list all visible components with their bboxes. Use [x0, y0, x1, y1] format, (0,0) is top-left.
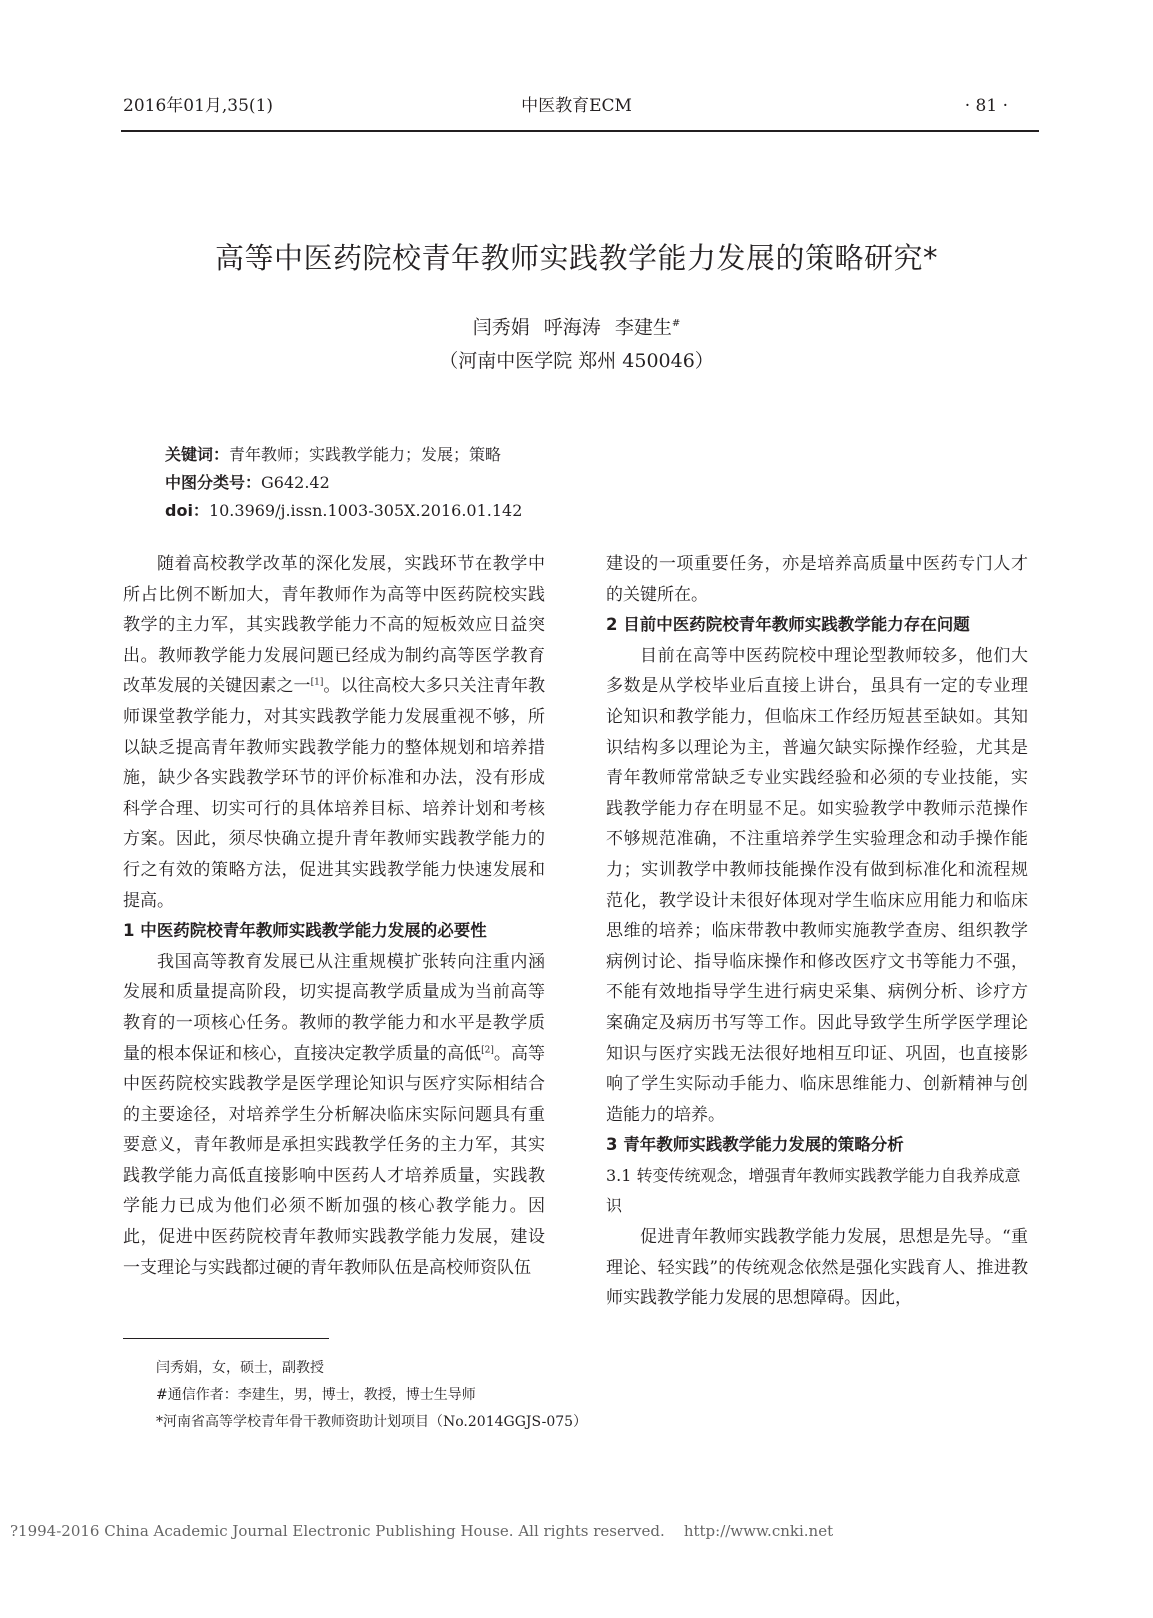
affiliation: （河南中医学院 郑州 450046）: [439, 350, 714, 372]
body-column-left: [123, 549, 545, 1283]
keywords: [165, 444, 501, 466]
corresponding-mark: #: [671, 318, 681, 329]
paragraph-text: 。高等中医药院校实践教学是医学理论知识与医疗实际相结合的主要途径，对培养学生分析解决临床实际问题具有重要意义，青年教师是承担实践教学任务的主力军，其实践教学能力高低直接影响中医药人才培养质量，实践教学能力已成为他们必须不断加强的核心教学能力。因此，促进中医药院校青年教师实践教学能力发展，建设一支理论与实践都过硬的青年教师队伍是高校师资队伍: [123, 1043, 545, 1278]
doi-value: 10.3969/j.issn.1003-305X.2016.01.142: [208, 501, 523, 520]
clc-label: 中图分类号：: [165, 473, 262, 492]
article-title: 高等中医药院校青年教师实践教学能力发展的策略研究*: [214, 241, 938, 275]
paragraph-text: 随着高校教学改革的深化发展，实践环节在教学中所占比例不断加大，青年教师作为高等中医药院校实践教学的主力军，其实践教学能力不高的短板效应日益突出。教师教学能力发展问题已经成为制约高等医学教育改革发展的关键因素之一: [123, 554, 545, 697]
paragraph-intro: [123, 549, 545, 916]
paragraph-problems: 目前在高等中医药院校中理论型教师较多，他们大多数是从学校毕业后直接上讲台，虽具有一定的专业理论知识和教学能力，但临床工作经历短甚至缺如。其知识结构多以理论为主，普遍欠缺实际操作经验，尤其是青年教师常常缺乏专业实践经验和必须的专业技能，实践教学能力存在明显不足。如实验教学中教师示范操作不够规范准确，不注重培养学生实验理念和动手操作能力；实训教学中教师技能操作没有做到标准化和流程规范化，教学设计未很好体现对学生临床应用能力和临床思维的培养；临床带教中教师实施教学查房、组织教学病例讨论、指导临床操作和修改医疗文书等能力不强，不能有效地指导学生进行病史采集、病例分析、诊疗方案确定及病历书写等工作。因此导致学生所学医学理论知识与医疗实践无法很好地相互印证、巩固，也直接影响了学生实际动手能力、临床思维能力、创新精神与创造能力的培养。: [606, 645, 1028, 1125]
section-heading-2: 2 目前中医药院校青年教师实践教学能力存在问题: [606, 615, 970, 635]
section-heading-3: 3 青年教师实践教学能力发展的策略分析: [606, 1135, 904, 1155]
header-issue: 2016年01月,35(1): [123, 96, 274, 116]
citation-ref: [2]: [481, 1044, 494, 1055]
header-journal: 中医教育ECM: [521, 96, 632, 116]
header-page-number: · 81 ·: [964, 96, 1008, 116]
paragraph-text: 我国高等教育发展已从注重规模扩张转向注重内涵发展和质量提高阶段，切实提高教学质量成为当前高等教育的一项核心任务。教师的教学能力和水平是教学质量的根本保证和核心，直接决定教学质量的高低: [123, 951, 545, 1064]
header-rule: [121, 130, 1039, 132]
subsection-heading-3-1: 3.1 转变传统观念，增强青年教师实践教学能力自我养成意识: [606, 1165, 1021, 1216]
doi-label: doi：: [165, 501, 209, 520]
clc-number: [165, 472, 330, 494]
footnote-corresponding: #通信作者：李建生，男，博士，教授，博士生导师: [156, 1387, 476, 1403]
footnote-rule: [123, 1338, 329, 1339]
author-names: 闫秀娟 呼海涛 李建生: [472, 316, 672, 339]
paragraph-continued: 建设的一项重要任务，亦是培养高质量中医药专门人才的关键所在。: [606, 554, 1028, 605]
body-column-right: [606, 549, 1028, 1314]
section-heading-1: 1 中医药院校青年教师实践教学能力发展的必要性: [123, 921, 487, 941]
footnote-author: 闫秀娟，女，硕士，副教授: [156, 1360, 324, 1376]
footnote-funding: *河南省高等学校青年骨干教师资助计划项目（No.2014GGJS-075）: [156, 1414, 588, 1430]
copyright-footer: ?1994-2016 China Academic Journal Electronic Publishing House. All rights reserved. http://www.cnki.net: [10, 1522, 834, 1540]
doi: [165, 500, 522, 522]
citation-ref: [1]: [310, 677, 324, 688]
clc-value: G642.42: [261, 473, 330, 492]
paragraph-necessity: [123, 947, 545, 1284]
paragraph-strategy: 促进青年教师实践教学能力发展，思想是先导。“重理论、轻实践”的传统观念依然是强化实践育人、推进教师实践教学能力发展的思想障碍。因此，: [606, 1227, 1028, 1309]
keywords-value: 青年教师；实践教学能力；发展；策略: [229, 445, 502, 464]
paragraph-text: 。以往高校大多只关注青年教师课堂教学能力，对其实践教学能力发展重视不够，所以缺乏提高青年教师实践教学能力的整体规划和培养措施，缺少各实践教学环节的评价标准和办法，没有形成科学合理、切实可行的具体培养目标、培养计划和考核方案。因此，须尽快确立提升青年教师实践教学能力的行之有效的策略方法，促进其实践教学能力快速发展和提高。: [123, 676, 546, 911]
authors: [0, 311, 1153, 340]
keywords-label: 关键词：: [165, 445, 230, 464]
